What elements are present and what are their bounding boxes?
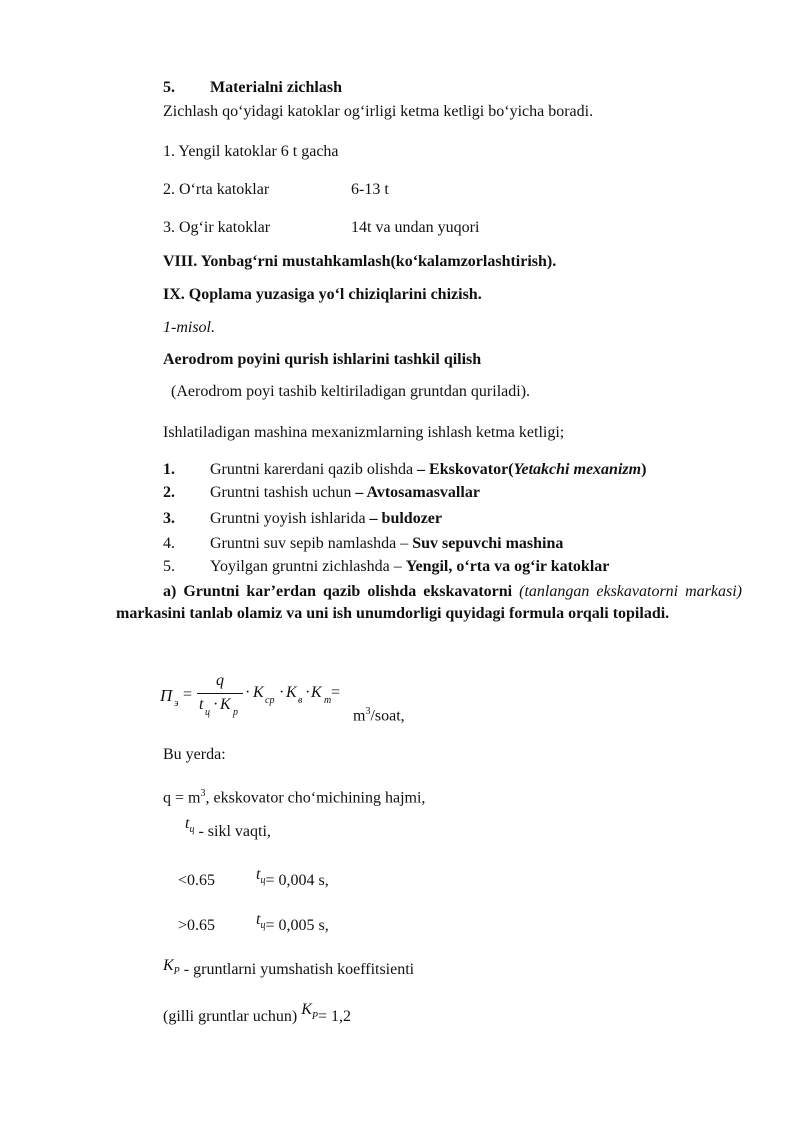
formula-numerator: q	[216, 672, 224, 689]
list-machine-close: )	[641, 461, 647, 478]
unit-rest: /soat,	[370, 707, 405, 725]
roller-label: 1. Yengil katoklar	[163, 143, 277, 160]
q-pre: q = m	[163, 789, 201, 807]
formula-unit	[353, 706, 405, 725]
list-machine: Ekskovator(	[429, 461, 514, 478]
list-number: 2.	[163, 484, 175, 501]
roller-label: 3. Og‘ir katoklar	[163, 219, 271, 236]
unit-sup: 3	[365, 706, 371, 717]
list-dash: –	[389, 558, 406, 575]
example-label: 1-misol.	[163, 319, 215, 336]
t-symbol: t	[185, 815, 190, 832]
section-8-heading: VIII. Yonbag‘rni mustahkamlash(ko‘kalamzorlashtirish).	[163, 253, 557, 270]
list-machine: buldozer	[381, 510, 442, 527]
kp-value: = 1,2	[317, 1008, 351, 1025]
example-subtitle: (Aerodrom poyi tashib keltiriladigan gruntdan quriladi).	[171, 383, 531, 400]
formula-tail-eq: =	[331, 684, 341, 701]
condition-t-sub: ц	[260, 875, 266, 886]
condition-compare: <0.65	[178, 872, 216, 889]
condition-low	[178, 866, 329, 893]
list-machine-note: Yetakchi mexanizm	[513, 461, 642, 478]
kp-value-line	[163, 1001, 351, 1029]
list-number: 3.	[163, 510, 175, 527]
kp-symbol: K	[163, 957, 174, 974]
formula-k-v: K	[286, 684, 297, 701]
condition-t-symbol: t	[256, 911, 261, 928]
unit-m: m	[353, 707, 366, 725]
formula-den-t-sub: ц	[205, 707, 210, 718]
t-definition	[185, 815, 271, 844]
list-dash: –	[396, 535, 413, 552]
kp-sub: P	[173, 966, 180, 977]
formula-dot: ·	[213, 696, 219, 713]
list-machine: Yengil, o‘rta va og‘ir katoklar	[405, 558, 610, 575]
list-item	[163, 557, 609, 577]
list-machine: Suv sepuvchi mashina	[412, 535, 564, 552]
formula-dot: ·	[245, 684, 251, 701]
example-title: Aerodrom poyini qurish ishlarini tashkil qilish	[163, 351, 482, 368]
section-number: 5.	[163, 79, 175, 96]
formula-k-t-sub: т	[324, 695, 332, 706]
roller-value: 14t va undan yuqori	[351, 219, 480, 236]
list-text: Gruntni tashish uchun	[210, 484, 352, 501]
list-text: Gruntni suv sepib namlashda	[210, 535, 397, 552]
condition-compare: >0.65	[178, 917, 216, 934]
list-text: Yoyilgan gruntni zichlashda	[210, 558, 390, 575]
list-number: 4.	[163, 535, 175, 552]
formula-den-k-sub: р	[233, 707, 238, 718]
intro-text: Zichlash qo‘yidagi katoklar og‘irligi ketma ketligi bo‘yicha boradi.	[163, 103, 594, 120]
list-text: Gruntni karerdani qazib olishda	[210, 461, 414, 478]
formula-k-v-sub: в	[298, 695, 303, 706]
roller-item-medium	[163, 180, 389, 200]
list-text: Gruntni yoyish ishlarida	[210, 510, 366, 527]
roller-label: 2. O‘rta katoklar	[163, 181, 270, 198]
formula-lhs-sub: э	[174, 698, 179, 709]
condition-t-symbol: t	[256, 866, 261, 883]
kp-value-pre: (gilli gruntlar uchun)	[163, 1008, 302, 1025]
where-label: Bu yerda:	[163, 746, 226, 763]
section-heading	[163, 78, 342, 98]
formula-den-t: t	[199, 696, 204, 713]
kp-text: - gruntlarni yumshatish koeffitsienti	[179, 961, 415, 978]
list-machine: Avtosamasvallar	[366, 484, 480, 501]
productivity-formula	[160, 672, 580, 732]
kp-value-sub: P	[311, 1011, 318, 1022]
kp-definition	[163, 957, 415, 982]
condition-t-sub: ц	[260, 920, 266, 931]
q-post: , ekskovator cho‘michining hajmi,	[205, 789, 426, 807]
formula-dot: ·	[305, 684, 311, 701]
paragraph-a-lead: a) Gruntni kar’erdan qazib olishda ekskavatorni	[163, 583, 513, 600]
section-9-heading: IX. Qoplama yuzasiga yo‘l chiziqlarini chizish.	[163, 286, 482, 303]
formula-k-sr: K	[253, 684, 264, 701]
section-title: Materialni zichlash	[210, 79, 342, 96]
list-dash: –	[365, 510, 382, 527]
list-item	[163, 534, 563, 554]
formula-dot: ·	[279, 684, 285, 701]
paragraph-a-note: (tanlangan ekskavatorni markasi)	[519, 583, 743, 600]
kp-value-symbol: K	[301, 1001, 312, 1018]
t-sub: ц	[189, 824, 195, 835]
roller-item-heavy	[163, 218, 479, 238]
list-item	[163, 483, 480, 503]
condition-high	[178, 911, 329, 938]
roller-value: 6 t gacha	[280, 143, 339, 160]
list-number: 5.	[163, 558, 175, 575]
q-sup: 3	[200, 788, 206, 799]
formula-den-k: K	[220, 696, 231, 713]
t-text: - sikl vaqti,	[194, 823, 271, 840]
paragraph-a-rest: markasini tanlab olamiz va uni ish unumdorligi quyidagi formula orqali topiladi.	[116, 605, 670, 622]
roller-item-light	[163, 142, 339, 162]
formula-eq: =	[183, 686, 193, 703]
roller-value: 6-13 t	[351, 181, 389, 198]
list-item	[163, 460, 646, 480]
condition-value: = 0,005 s,	[265, 917, 329, 934]
formula-k-t: K	[311, 684, 322, 701]
formula-k-sr-sub: ср	[265, 695, 275, 706]
list-dash: –	[351, 484, 367, 501]
list-number: 1.	[163, 461, 175, 478]
list-item	[163, 509, 442, 529]
paragraph-a	[116, 581, 742, 625]
list-dash: –	[413, 461, 430, 478]
q-definition	[163, 784, 425, 808]
fraction-bar	[197, 693, 243, 694]
condition-value: = 0,004 s,	[265, 872, 329, 889]
sequence-intro: Ishlatiladigan mashina mexanizmlarning ishlash ketma ketligi;	[163, 424, 565, 441]
formula-lhs: П	[160, 686, 173, 705]
